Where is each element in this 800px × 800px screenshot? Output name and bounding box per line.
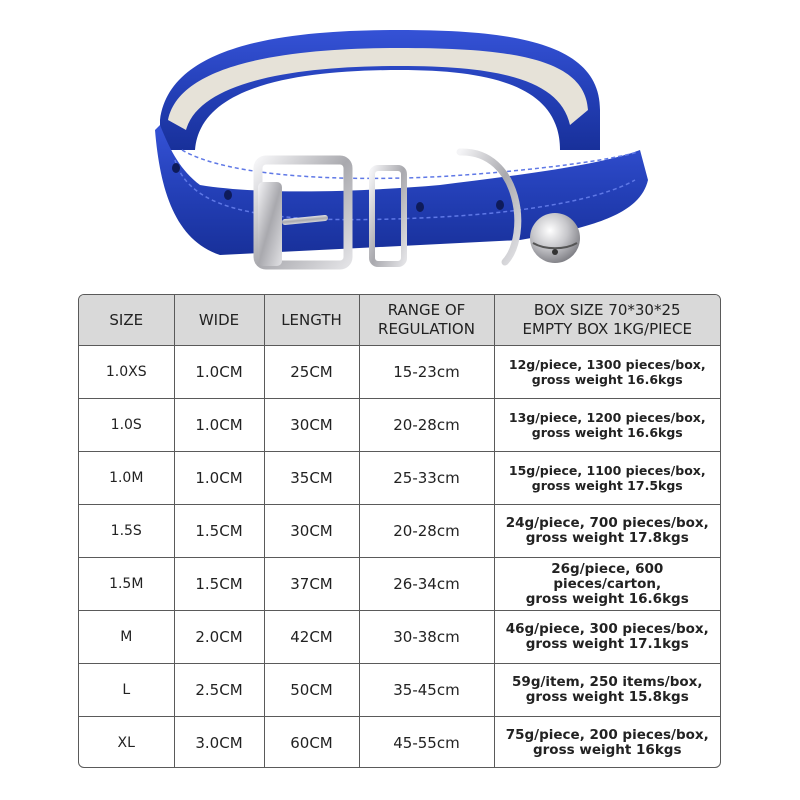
cell-size: M — [79, 611, 174, 664]
cell-size: 1.0XS — [79, 346, 174, 399]
table-row — [79, 399, 720, 452]
header-size: SIZE — [79, 295, 174, 346]
cell-size: 1.5S — [79, 505, 174, 558]
cell-box-info — [494, 399, 720, 452]
table-row — [79, 664, 720, 717]
cell-length: 42CM — [264, 611, 359, 664]
box-info-line1: 15g/piece, 1100 pieces/box, — [508, 463, 706, 478]
box-info-line2: gross weight 16.6kgs — [525, 590, 689, 607]
cell-box-info — [494, 505, 720, 558]
box-info-line2: gross weight 17.1kgs — [525, 636, 689, 652]
cell-size: 1.5M — [79, 558, 174, 611]
table-row — [79, 346, 720, 399]
box-info-line2: gross weight 16.6kgs — [531, 372, 683, 387]
cell-range: 26-34cm — [359, 558, 494, 611]
collar-product-image — [0, 0, 800, 285]
cell-length: 35CM — [264, 452, 359, 505]
cell-size: XL — [79, 717, 174, 769]
cell-wide: 1.0CM — [174, 346, 264, 399]
box-info-line1: 75g/piece, 200 pieces/box, — [505, 727, 709, 743]
box-info-line1: 59g/item, 250 items/box, — [512, 674, 703, 690]
cell-box-info — [494, 664, 720, 717]
cell-length: 30CM — [264, 399, 359, 452]
box-info-line2: gross weight 17.5kgs — [531, 478, 683, 493]
box-info-line2: gross weight 16kgs — [532, 742, 682, 758]
box-info-line1: 24g/piece, 700 pieces/box, — [505, 515, 709, 531]
header-length: LENGTH — [264, 295, 359, 346]
cell-range: 15-23cm — [359, 346, 494, 399]
cell-range: 45-55cm — [359, 717, 494, 769]
cell-range: 20-28cm — [359, 399, 494, 452]
cell-box-info — [494, 558, 720, 611]
header-wide: WIDE — [174, 295, 264, 346]
cell-length: 50CM — [264, 664, 359, 717]
box-info-line2: gross weight 17.8kgs — [525, 530, 689, 546]
size-table — [78, 294, 721, 768]
cell-size: L — [79, 664, 174, 717]
cell-range: 30-38cm — [359, 611, 494, 664]
table-header-row — [79, 295, 720, 346]
cell-box-info — [494, 611, 720, 664]
table-row — [79, 611, 720, 664]
cell-range: 20-28cm — [359, 505, 494, 558]
cell-wide: 1.0CM — [174, 452, 264, 505]
cell-wide: 3.0CM — [174, 717, 264, 769]
table-row — [79, 452, 720, 505]
header-box-size: BOX SIZE 70*30*25 EMPTY BOX 1KG/PIECE — [494, 295, 720, 346]
cell-wide: 2.5CM — [174, 664, 264, 717]
table-row — [79, 558, 720, 611]
cell-range: 35-45cm — [359, 664, 494, 717]
table-row — [79, 505, 720, 558]
box-info-line1: 12g/piece, 1300 pieces/box, — [508, 357, 706, 372]
cell-box-info — [494, 452, 720, 505]
box-info-line1: 26g/piece, 600 pieces/carton, — [551, 560, 664, 592]
cell-range: 25-33cm — [359, 452, 494, 505]
cell-box-info — [494, 346, 720, 399]
cell-wide: 2.0CM — [174, 611, 264, 664]
header-range: RANGE OF REGULATION — [359, 295, 494, 346]
cell-wide: 1.5CM — [174, 558, 264, 611]
box-info-line1: 13g/piece, 1200 pieces/box, — [508, 410, 706, 425]
cell-length: 37CM — [264, 558, 359, 611]
cell-wide: 1.5CM — [174, 505, 264, 558]
box-info-line1: 46g/piece, 300 pieces/box, — [505, 621, 709, 637]
cell-wide: 1.0CM — [174, 399, 264, 452]
cell-length: 60CM — [264, 717, 359, 769]
cell-length: 30CM — [264, 505, 359, 558]
cell-size: 1.0S — [79, 399, 174, 452]
box-info-line2: gross weight 15.8kgs — [525, 689, 689, 705]
table-row — [79, 717, 720, 769]
box-info-line2: gross weight 16.6kgs — [531, 425, 683, 440]
cell-length: 25CM — [264, 346, 359, 399]
cell-size: 1.0M — [79, 452, 174, 505]
cell-box-info — [494, 717, 720, 769]
